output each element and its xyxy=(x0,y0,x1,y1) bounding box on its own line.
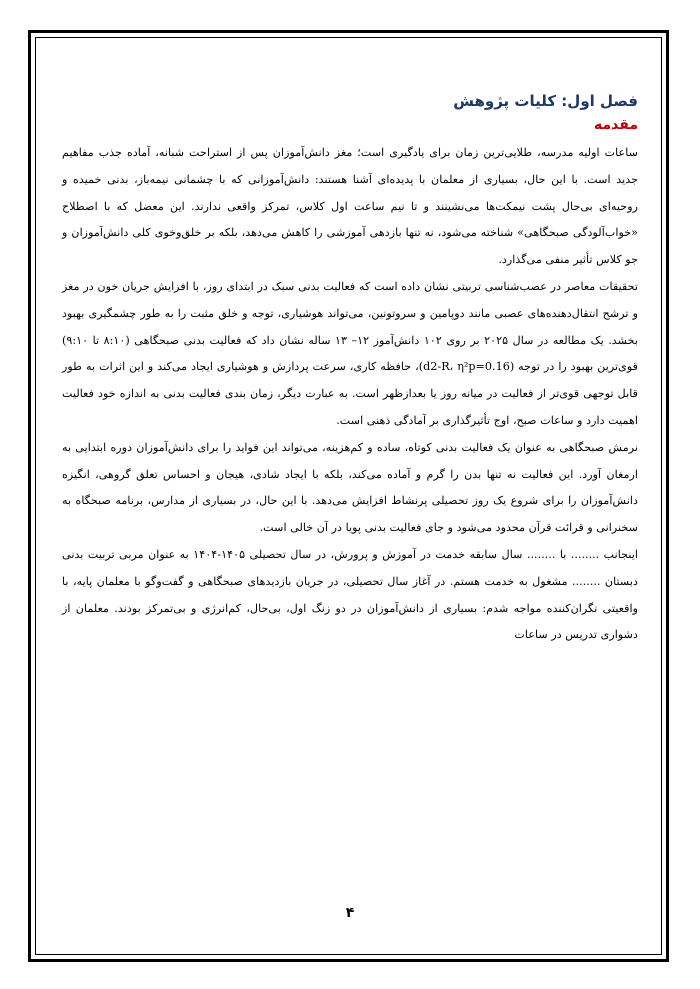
paragraph-3: نرمش صبحگاهی به عنوان یک فعالیت بدنی کوتاه، ساده و کم‌هزینه، می‌تواند این فواید را برای دانش‌آموزان دوره ابتدایی به ارمغان آورد. این فعالیت نه تنها بدن را گرم و آماده می‌کند، بلکه با ایجاد شادی، هیجان و احساس تعلق گروهی، انگیزه دانش‌آموزان را برای شروع یک روز تحصیلی پرنشاط افزایش می‌دهد. با این حال، در بسیاری از مدارس، برنامه صبحگاه به سخنرانی و قرائت قرآن محدود می‌شود و جای فعالیت بدنی پویا در آن خالی است. xyxy=(62,440,638,535)
chapter-title: فصل اول: کلیات پژوهش xyxy=(453,92,638,110)
paragraph-2: تحقیقات معاصر در عصب‌شناسی تربیتی نشان داده است که فعالیت بدنی سبک در ابتدای روز، با افزایش جریان خون در مغز و ترشح انتقال‌دهنده‌های عصبی مانند دوپامین و سروتونین، می‌تواند هوشیاری، توجه و خلق مثبت را به طور چشمگیری بهبود بخشد. یک مطالعه در سال ۲۰۲۵ بر روی ۱۰۲ دانش‌آموز ۱۲– ۱۳ ساله نشان داد که فعالیت بدنی صبحگاهی (۸:۱۰ تا ۹:۱۰) قوی‌ترین بهبود را در توجه (d2-R، η²p=0.16)، حافظه کاری، سرعت پردازش و هوشیاری ایجاد می‌کند و این اثرات به طور قابل توجهی قوی‌تر از فعالیت در میانه روز یا بعدازظهر است. به عبارت دیگر، زمان بندی فعالیت بدنی به اندازه خود فعالیت اهمیت دارد و ساعات صبح، اوج تأثیرگذاری بر آمادگی ذهنی است. xyxy=(62,279,638,427)
document-body xyxy=(62,88,638,649)
page-number: ۴ xyxy=(345,905,355,921)
paragraph-4: اینجانب ........ با ........ سال سابقه خدمت در آموزش و پرورش، در سال تحصیلی ۱۴۰۵-۱۴۰۴ به عنوان مربی تربیت بدنی دبستان ........ مشغول به خدمت هستم. در آغاز سال تحصیلی، در جریان بازدیدهای صبحگاهی و گفت‌وگو با معلمان پایه، با واقعیتی نگران‌کننده مواجه شدم: بسیاری از دانش‌آموزان در دو زنگ اول، بی‌حال، کم‌انرژی و بی‌تمرکز بودند. معلمان از دشواری تدریس در ساعات xyxy=(62,547,638,642)
section-title: مقدمه xyxy=(594,117,638,133)
paragraph-1: ساعات اولیه مدرسه، طلایی‌ترین زمان برای یادگیری است؛ مغز دانش‌آموزان پس از استراحت شبانه، آماده جذب مفاهیم جدید است. با این حال، بسیاری از معلمان با پدیده‌ای آشنا هستند: دانش‌آموزانی که با چشمانی نیمه‌باز، بدنی خمیده و روحیه‌ای بی‌حال پشت نیمکت‌ها می‌نشینند و تا نیم ساعت اول کلاس، تمرکز واقعی ندارند. این معضل که با اصطلاح «خواب‌آلودگی صبحگاهی» شناخته می‌شود، نه تنها بازدهی آموزشی را کاهش می‌دهد، بلکه بر خلق‌وخوی کلی دانش‌آموزان و جو کلاس تأثیر منفی می‌گذارد. xyxy=(62,146,638,267)
